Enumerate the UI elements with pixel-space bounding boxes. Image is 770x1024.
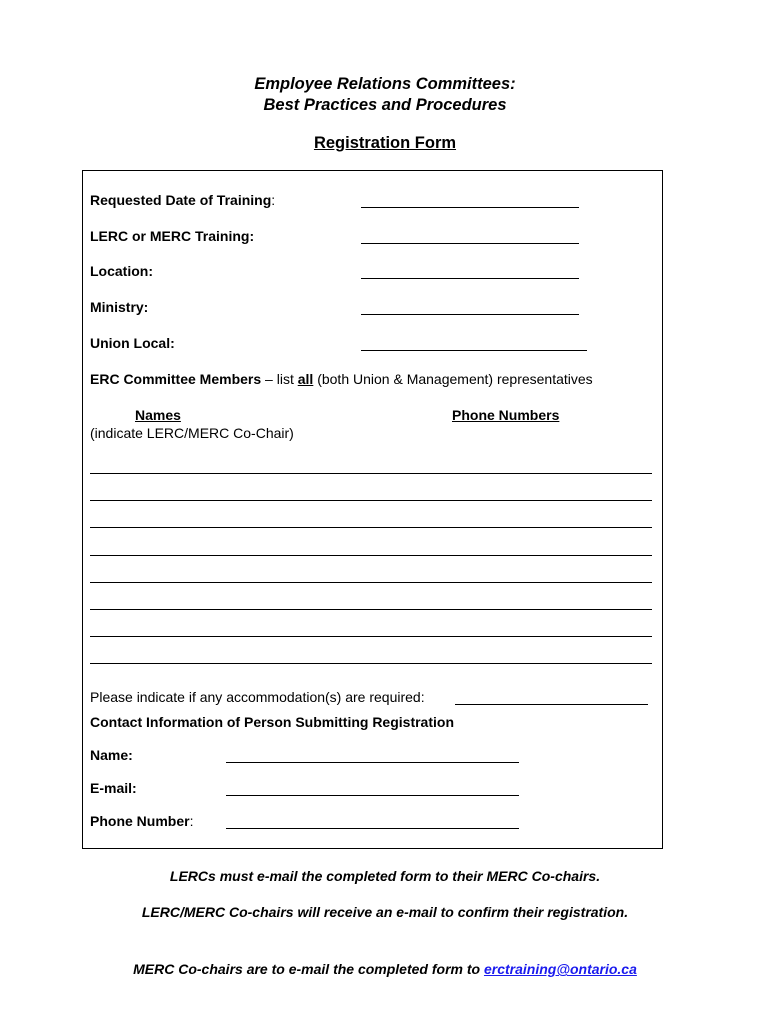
- date-field-label: [90, 192, 275, 208]
- phone-column-header: Phone Numbers: [452, 407, 560, 423]
- member-entry-line[interactable]: [90, 555, 652, 556]
- ministry-field-blank[interactable]: [361, 314, 579, 315]
- members-heading-rest: (both Union & Management) representatives: [313, 371, 593, 387]
- training-field-label: LERC or MERC Training:: [90, 228, 255, 244]
- contact-name-blank[interactable]: [226, 762, 519, 763]
- date-label-colon: :: [271, 192, 276, 208]
- member-entry-line[interactable]: [90, 663, 652, 664]
- contact-email-blank[interactable]: [226, 795, 519, 796]
- names-note: (indicate LERC/MERC Co-Chair): [90, 425, 294, 441]
- date-field-blank[interactable]: [361, 207, 579, 208]
- members-heading: [90, 371, 593, 387]
- contact-name-label: Name:: [90, 747, 133, 763]
- accommodation-label: Please indicate if any accommodation(s) are required:: [90, 689, 425, 705]
- form-title: Registration Form: [313, 134, 457, 152]
- member-entry-line[interactable]: [90, 582, 652, 583]
- contact-heading: Contact Information of Person Submitting Registration: [90, 714, 454, 730]
- member-entry-line[interactable]: [90, 609, 652, 610]
- contact-phone-colon: :: [189, 813, 194, 829]
- union-field-blank[interactable]: [361, 350, 587, 351]
- member-entry-line[interactable]: [90, 473, 652, 474]
- names-column-header: Names: [135, 407, 181, 423]
- footer-note-3-text: MERC Co-chairs are to e-mail the completed form to: [133, 961, 484, 977]
- footer-note-3: [0, 961, 770, 977]
- union-field-label: Union Local:: [90, 335, 175, 351]
- contact-phone-blank[interactable]: [226, 828, 519, 829]
- accommodation-blank[interactable]: [455, 704, 648, 705]
- member-entry-line[interactable]: [90, 527, 652, 528]
- date-label-text: Requested Date of Training: [90, 192, 272, 208]
- members-heading-dash: – list: [261, 371, 298, 387]
- document-title-line2: Best Practices and Procedures: [263, 96, 507, 114]
- ministry-field-label: Ministry:: [90, 299, 149, 315]
- members-heading-all: all: [297, 371, 314, 387]
- location-field-blank[interactable]: [361, 278, 579, 279]
- email-link[interactable]: erctraining@ontario.ca: [483, 961, 637, 977]
- footer-note-1: LERCs must e-mail the completed form to their MERC Co-chairs.: [169, 868, 601, 884]
- training-field-blank[interactable]: [361, 243, 579, 244]
- footer-note-2: LERC/MERC Co-chairs will receive an e-mail to confirm their registration.: [141, 904, 629, 920]
- document-title-line1: Employee Relations Committees:: [254, 75, 516, 93]
- location-field-label: Location:: [90, 263, 153, 279]
- contact-phone-label: [90, 813, 193, 829]
- member-entry-line[interactable]: [90, 636, 652, 637]
- contact-phone-label-text: Phone Number: [90, 813, 190, 829]
- members-heading-bold: ERC Committee Members: [90, 371, 262, 387]
- member-entry-line[interactable]: [90, 500, 652, 501]
- contact-email-label: E-mail:: [90, 780, 137, 796]
- form-box: [82, 170, 663, 849]
